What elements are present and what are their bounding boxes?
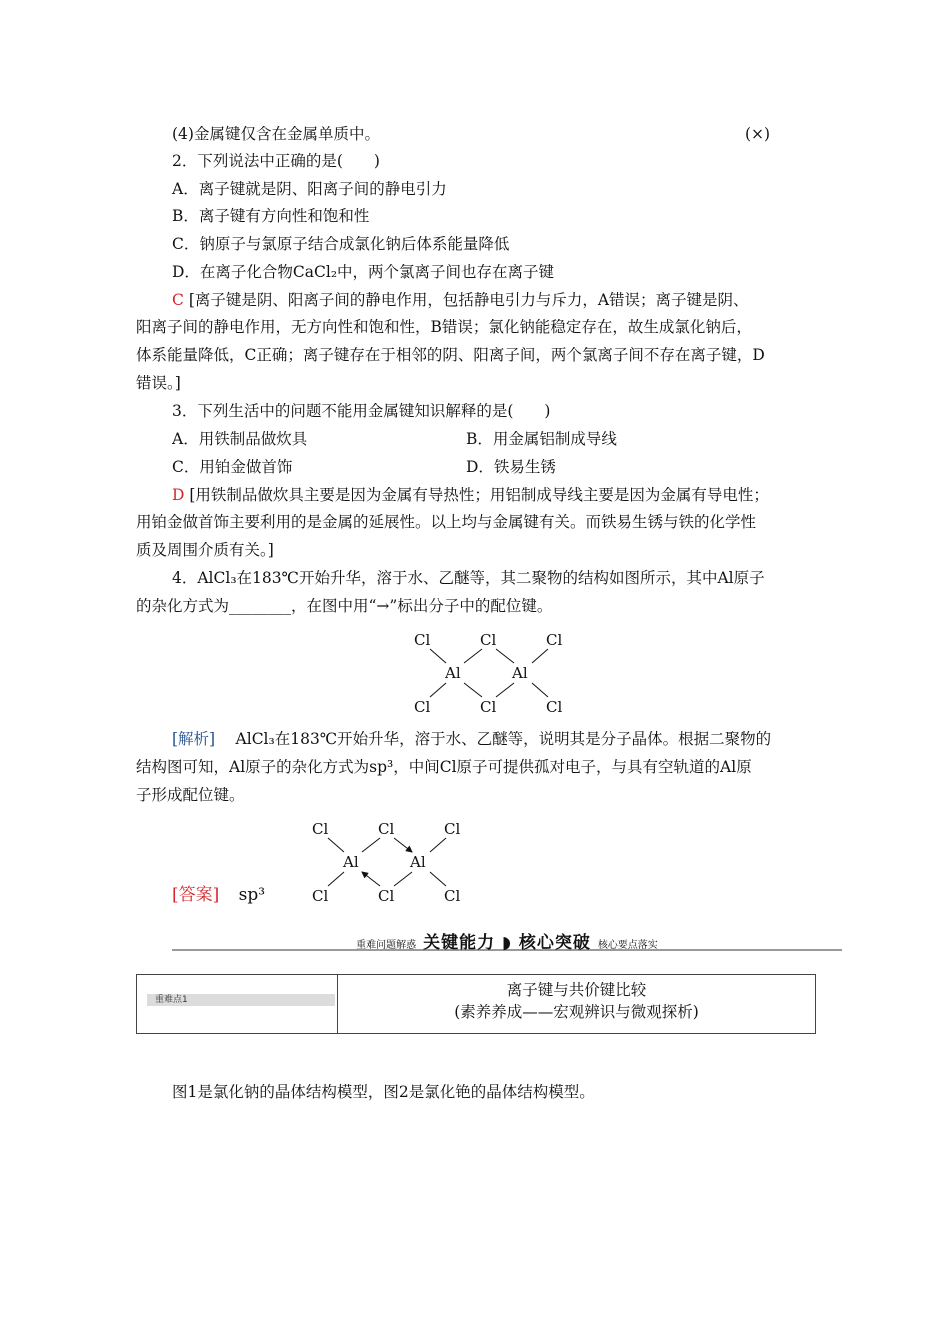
q4-answer-line	[172, 885, 265, 905]
cl-atom: Cl	[480, 698, 497, 716]
bond-line	[394, 872, 412, 886]
q3-option-d: D．铁易生锈	[466, 458, 556, 476]
al-atom: Al	[343, 853, 359, 871]
alcl3-dimer-answer-diagram	[300, 814, 490, 909]
q3-option-c: C．用铂金做首饰	[172, 458, 293, 476]
q3-option-b: B．用金属铝制成导线	[466, 430, 617, 448]
q2-explanation-line2: 阳离子间的静电作用，无方向性和饱和性，B错误；氯化钠能稳定存在，故生成氯化钠后，	[136, 318, 752, 336]
bond-line	[328, 838, 344, 852]
q4-analysis-line1: [解析] AlCl₃在183℃开始升华，溶于水、乙醚等，说明其是分子晶体。根据二聚物的	[172, 730, 772, 748]
cl-atom: Cl	[480, 631, 497, 649]
cl-atom: Cl	[414, 631, 431, 649]
bond-line	[496, 683, 514, 697]
q2-explanation-line4: 错误。]	[136, 374, 181, 392]
bond-line	[496, 649, 514, 663]
al-atom: Al	[512, 664, 528, 682]
banner-main-text: 关键能力 ◗ 核心突破	[423, 933, 591, 953]
key-point-title-cell	[338, 975, 815, 1033]
bond-line	[532, 683, 548, 697]
key-point-tag: 重难点1	[147, 994, 335, 1006]
q3-option-a: A．用铁制品做炊具	[172, 430, 308, 448]
q2-option-d: D．在离子化合物CaCl₂中，两个氯离子间也存在离子键	[172, 263, 555, 281]
section-banner	[172, 928, 842, 954]
bond-line	[464, 683, 482, 697]
cl-atom: Cl	[444, 820, 461, 838]
cl-atom: Cl	[312, 820, 329, 838]
cl-atom: Cl	[546, 698, 563, 716]
key-point-title: 离子键与共价键比较	[506, 981, 647, 999]
bond-line	[464, 649, 482, 663]
q4-analysis-line2: 结构图可知，Al原子的杂化方式为sp³，中间Cl原子可提供孤对电子，与具有空轨道的Al原	[136, 758, 752, 776]
q4-stem-line2: 的杂化方式为________，在图中用“→”标出分子中的配位键。	[136, 597, 553, 615]
q1-item4-text: (4)金属键仅含在金属单质中。	[172, 125, 380, 143]
cl-atom: Cl	[414, 698, 431, 716]
bond-line	[430, 649, 446, 663]
q2-option-c: C．钠原子与氯原子结合成氯化钠后体系能量降低	[172, 235, 510, 253]
q2-answer-letter: C	[172, 291, 184, 309]
q2-option-a: A．离子键就是阴、阳离子间的静电引力	[172, 180, 447, 198]
q2-explanation-line3: 体系能量降低，C正确；离子键存在于相邻的阴、阳离子间，两个氯离子间不存在离子键，D	[136, 346, 765, 364]
answer-value: sp³	[238, 885, 266, 905]
q2-stem: 2．下列说法中正确的是( )	[172, 152, 380, 170]
q2-explanation-line1: C [离子键是阴、阳离子间的静电作用，包括静电引力与斥力，A错误；离子键是阴、	[172, 291, 749, 309]
cl-atom: Cl	[312, 887, 329, 905]
bond-line	[430, 683, 446, 697]
cl-atom: Cl	[378, 820, 395, 838]
cl-atom: Cl	[444, 887, 461, 905]
answer-label: [答案]	[172, 885, 220, 905]
q3-explanation-line1: D [用铁制品做炊具主要是因为金属有导热性；用铝制成导线主要是因为金属有导电性；	[172, 486, 769, 504]
bond-line	[532, 649, 548, 663]
q4-analysis-line3: 子形成配位键。	[136, 786, 245, 804]
al-atom: Al	[445, 664, 461, 682]
bond-line	[328, 872, 344, 886]
analysis-label: [解析]	[172, 730, 216, 748]
bond-line	[430, 838, 446, 852]
coordinate-bond-arrow	[394, 838, 412, 852]
q4-stem-line1: 4．AlCl₃在183℃开始升华，溶于水、乙醚等，其二聚物的结构如图所示，其中Al原子	[172, 569, 765, 587]
q3-explanation-line3: 质及周围介质有关。]	[136, 541, 274, 559]
al-atom: Al	[410, 853, 426, 871]
key-point-tag-cell	[137, 975, 338, 1033]
coordinate-bond-arrow	[362, 872, 380, 886]
q3-stem: 3．下列生活中的问题不能用金属键知识解释的是( )	[172, 402, 551, 420]
alcl3-dimer-diagram	[400, 625, 590, 720]
cl-atom: Cl	[546, 631, 563, 649]
closing-line: 图1是氯化钠的晶体结构模型，图2是氯化铯的晶体结构模型。	[172, 1083, 595, 1101]
q2-option-b: B．离子键有方向性和饱和性	[172, 207, 370, 225]
bond-line	[362, 838, 380, 852]
key-point-box	[136, 974, 816, 1034]
q3-explanation-line2: 用铂金做首饰主要利用的是金属的延展性。以上均与金属键有关。而铁易生锈与铁的化学性	[136, 513, 757, 531]
q3-answer-letter: D	[172, 486, 185, 504]
key-point-subtitle: (素养养成——宏观辨识与微观探析)	[454, 1003, 699, 1021]
q1-item4-mark: (×)	[745, 125, 771, 143]
banner-title: 重难问题解惑 关键能力 ◗ 核心突破 核心要点落实	[356, 933, 658, 953]
cl-atom: Cl	[378, 887, 395, 905]
bond-line	[430, 872, 446, 886]
